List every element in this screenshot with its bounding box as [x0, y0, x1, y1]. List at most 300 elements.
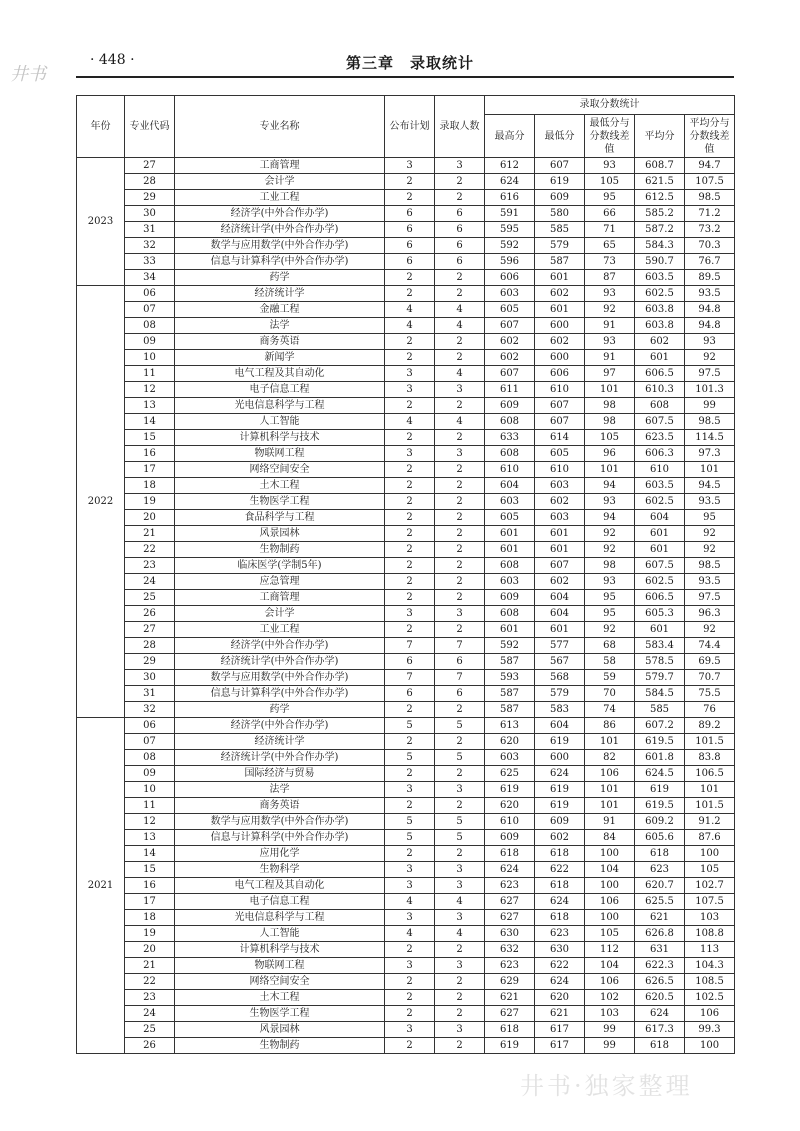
avg-diff-cell: 97.5: [685, 366, 735, 382]
major-name-cell: 光电信息科学与工程: [175, 398, 385, 414]
max-score-cell: 601: [485, 622, 535, 638]
table-row: [77, 574, 735, 590]
avg-score-cell: 601.8: [635, 750, 685, 766]
admitted-cell: 6: [435, 654, 485, 670]
table-row: [77, 622, 735, 638]
admitted-cell: 4: [435, 926, 485, 942]
plan-cell: 7: [385, 670, 435, 686]
admitted-cell: 5: [435, 830, 485, 846]
major-code-cell: 19: [125, 926, 175, 942]
min-diff-cell: 91: [585, 318, 635, 334]
min-score-cell: 618: [535, 878, 585, 894]
table-row: [77, 1006, 735, 1022]
min-diff-cell: 86: [585, 718, 635, 734]
major-name-cell: 物联网工程: [175, 446, 385, 462]
min-score-cell: 619: [535, 798, 585, 814]
major-name-cell: 会计学: [175, 606, 385, 622]
major-name-cell: 法学: [175, 318, 385, 334]
admitted-cell: 2: [435, 270, 485, 286]
max-score-cell: 592: [485, 238, 535, 254]
avg-diff-cell: 97.3: [685, 446, 735, 462]
plan-cell: 4: [385, 302, 435, 318]
header-min-diff: 最低分与分数线差值: [585, 115, 635, 158]
table-row: [77, 254, 735, 270]
major-code-cell: 06: [125, 718, 175, 734]
table-row: [77, 446, 735, 462]
min-score-cell: 610: [535, 462, 585, 478]
major-name-cell: 风景园林: [175, 1022, 385, 1038]
major-code-cell: 15: [125, 862, 175, 878]
admitted-cell: 3: [435, 446, 485, 462]
min-diff-cell: 94: [585, 478, 635, 494]
major-name-cell: 数学与应用数学(中外合作办学): [175, 670, 385, 686]
avg-diff-cell: 108.5: [685, 974, 735, 990]
plan-cell: 2: [385, 462, 435, 478]
avg-score-cell: 624: [635, 1006, 685, 1022]
avg-score-cell: 607.2: [635, 718, 685, 734]
plan-cell: 3: [385, 446, 435, 462]
admitted-cell: 3: [435, 606, 485, 622]
min-score-cell: 604: [535, 606, 585, 622]
admitted-cell: 4: [435, 414, 485, 430]
min-score-cell: 624: [535, 974, 585, 990]
table-row: [77, 334, 735, 350]
table-row: [77, 910, 735, 926]
major-code-cell: 12: [125, 814, 175, 830]
min-diff-cell: 58: [585, 654, 635, 670]
avg-score-cell: 603.8: [635, 302, 685, 318]
plan-cell: 2: [385, 766, 435, 782]
year-cell: 2023: [77, 158, 125, 286]
major-code-cell: 30: [125, 670, 175, 686]
min-score-cell: 601: [535, 622, 585, 638]
min-score-cell: 605: [535, 446, 585, 462]
avg-diff-cell: 113: [685, 942, 735, 958]
avg-diff-cell: 70.3: [685, 238, 735, 254]
avg-score-cell: 606.3: [635, 446, 685, 462]
major-code-cell: 11: [125, 798, 175, 814]
major-name-cell: 物联网工程: [175, 958, 385, 974]
major-code-cell: 24: [125, 1006, 175, 1022]
max-score-cell: 606: [485, 270, 535, 286]
min-diff-cell: 87: [585, 270, 635, 286]
max-score-cell: 611: [485, 382, 535, 398]
major-code-cell: 09: [125, 334, 175, 350]
major-code-cell: 31: [125, 222, 175, 238]
header-avg: 平均分: [635, 115, 685, 158]
avg-diff-cell: 92: [685, 542, 735, 558]
max-score-cell: 596: [485, 254, 535, 270]
major-name-cell: 电气工程及其自动化: [175, 878, 385, 894]
plan-cell: 6: [385, 222, 435, 238]
page-number: · 448 ·: [90, 52, 135, 68]
max-score-cell: 612: [485, 158, 535, 174]
min-diff-cell: 103: [585, 1006, 635, 1022]
max-score-cell: 587: [485, 654, 535, 670]
min-diff-cell: 105: [585, 926, 635, 942]
table-row: [77, 654, 735, 670]
min-diff-cell: 84: [585, 830, 635, 846]
header-plan: 公布计划: [385, 96, 435, 158]
major-code-cell: 08: [125, 750, 175, 766]
max-score-cell: 587: [485, 686, 535, 702]
min-diff-cell: 104: [585, 958, 635, 974]
table-row: [77, 862, 735, 878]
avg-diff-cell: 101.3: [685, 382, 735, 398]
avg-score-cell: 605.3: [635, 606, 685, 622]
plan-cell: 2: [385, 734, 435, 750]
major-code-cell: 13: [125, 398, 175, 414]
major-code-cell: 19: [125, 494, 175, 510]
admitted-cell: 3: [435, 878, 485, 894]
min-diff-cell: 73: [585, 254, 635, 270]
min-score-cell: 583: [535, 702, 585, 718]
avg-score-cell: 603.5: [635, 270, 685, 286]
major-name-cell: 信息与计算科学(中外合作办学): [175, 830, 385, 846]
avg-diff-cell: 73.2: [685, 222, 735, 238]
major-code-cell: 30: [125, 206, 175, 222]
avg-score-cell: 584.5: [635, 686, 685, 702]
avg-score-cell: 601: [635, 350, 685, 366]
avg-score-cell: 602.5: [635, 494, 685, 510]
avg-diff-cell: 95: [685, 510, 735, 526]
table-row: [77, 894, 735, 910]
min-diff-cell: 91: [585, 814, 635, 830]
admitted-cell: 4: [435, 894, 485, 910]
min-diff-cell: 70: [585, 686, 635, 702]
table-row: [77, 958, 735, 974]
avg-score-cell: 621: [635, 910, 685, 926]
plan-cell: 3: [385, 366, 435, 382]
major-name-cell: 生物医学工程: [175, 494, 385, 510]
admitted-cell: 2: [435, 174, 485, 190]
min-score-cell: 607: [535, 558, 585, 574]
admitted-cell: 2: [435, 510, 485, 526]
admitted-cell: 2: [435, 798, 485, 814]
min-score-cell: 568: [535, 670, 585, 686]
table-row: [77, 318, 735, 334]
min-diff-cell: 101: [585, 798, 635, 814]
avg-diff-cell: 98.5: [685, 558, 735, 574]
admitted-cell: 2: [435, 286, 485, 302]
major-name-cell: 数学与应用数学(中外合作办学): [175, 814, 385, 830]
major-name-cell: 风景园林: [175, 526, 385, 542]
table-row: [77, 814, 735, 830]
max-score-cell: 625: [485, 766, 535, 782]
avg-diff-cell: 87.6: [685, 830, 735, 846]
admitted-cell: 2: [435, 702, 485, 718]
major-name-cell: 工业工程: [175, 190, 385, 206]
plan-cell: 3: [385, 782, 435, 798]
major-name-cell: 药学: [175, 702, 385, 718]
min-score-cell: 617: [535, 1038, 585, 1054]
max-score-cell: 591: [485, 206, 535, 222]
min-diff-cell: 74: [585, 702, 635, 718]
plan-cell: 5: [385, 814, 435, 830]
avg-diff-cell: 89.2: [685, 718, 735, 734]
table-row: [77, 734, 735, 750]
min-diff-cell: 106: [585, 766, 635, 782]
admitted-cell: 4: [435, 366, 485, 382]
min-diff-cell: 93: [585, 158, 635, 174]
major-code-cell: 14: [125, 414, 175, 430]
max-score-cell: 602: [485, 350, 535, 366]
max-score-cell: 607: [485, 318, 535, 334]
major-name-cell: 新闻学: [175, 350, 385, 366]
admitted-cell: 3: [435, 862, 485, 878]
plan-cell: 2: [385, 478, 435, 494]
admitted-cell: 3: [435, 782, 485, 798]
avg-diff-cell: 74.4: [685, 638, 735, 654]
admitted-cell: 3: [435, 958, 485, 974]
min-diff-cell: 102: [585, 990, 635, 1006]
table-body: [77, 158, 735, 1054]
header-year: 年份: [77, 96, 125, 158]
plan-cell: 2: [385, 286, 435, 302]
min-diff-cell: 93: [585, 494, 635, 510]
avg-diff-cell: 96.3: [685, 606, 735, 622]
major-name-cell: 信息与计算科学(中外合作办学): [175, 686, 385, 702]
avg-diff-cell: 92: [685, 350, 735, 366]
avg-score-cell: 623.5: [635, 430, 685, 446]
max-score-cell: 624: [485, 174, 535, 190]
major-name-cell: 土木工程: [175, 990, 385, 1006]
avg-score-cell: 626.8: [635, 926, 685, 942]
max-score-cell: 604: [485, 478, 535, 494]
avg-score-cell: 610.3: [635, 382, 685, 398]
major-code-cell: 26: [125, 606, 175, 622]
admitted-cell: 2: [435, 398, 485, 414]
min-diff-cell: 93: [585, 286, 635, 302]
min-diff-cell: 101: [585, 734, 635, 750]
max-score-cell: 623: [485, 958, 535, 974]
major-name-cell: 生物制药: [175, 1038, 385, 1054]
header-avg-diff: 平均分与分数线差值: [685, 115, 735, 158]
max-score-cell: 627: [485, 1006, 535, 1022]
avg-diff-cell: 114.5: [685, 430, 735, 446]
avg-score-cell: 617.3: [635, 1022, 685, 1038]
min-score-cell: 602: [535, 494, 585, 510]
min-score-cell: 619: [535, 782, 585, 798]
max-score-cell: 595: [485, 222, 535, 238]
major-name-cell: 商务英语: [175, 334, 385, 350]
admitted-cell: 7: [435, 670, 485, 686]
year-cell: 2021: [77, 718, 125, 1054]
major-name-cell: 电子信息工程: [175, 894, 385, 910]
table-row: [77, 542, 735, 558]
avg-score-cell: 603.8: [635, 318, 685, 334]
max-score-cell: 620: [485, 734, 535, 750]
avg-score-cell: 587.2: [635, 222, 685, 238]
table-row: [77, 990, 735, 1006]
avg-score-cell: 608.7: [635, 158, 685, 174]
major-code-cell: 11: [125, 366, 175, 382]
min-diff-cell: 92: [585, 302, 635, 318]
major-code-cell: 17: [125, 894, 175, 910]
plan-cell: 6: [385, 654, 435, 670]
max-score-cell: 633: [485, 430, 535, 446]
admitted-cell: 3: [435, 158, 485, 174]
min-diff-cell: 59: [585, 670, 635, 686]
major-code-cell: 32: [125, 238, 175, 254]
min-diff-cell: 100: [585, 878, 635, 894]
avg-score-cell: 618: [635, 846, 685, 862]
admitted-cell: 2: [435, 494, 485, 510]
min-score-cell: 577: [535, 638, 585, 654]
max-score-cell: 609: [485, 590, 535, 606]
major-name-cell: 经济统计学: [175, 734, 385, 750]
major-code-cell: 34: [125, 270, 175, 286]
avg-score-cell: 610: [635, 462, 685, 478]
avg-diff-cell: 93.5: [685, 494, 735, 510]
avg-diff-cell: 76: [685, 702, 735, 718]
header-score-group: 录取分数统计: [485, 96, 735, 115]
min-score-cell: 621: [535, 1006, 585, 1022]
table-row: [77, 686, 735, 702]
plan-cell: 6: [385, 686, 435, 702]
avg-diff-cell: 106.5: [685, 766, 735, 782]
plan-cell: 2: [385, 702, 435, 718]
table-row: [77, 670, 735, 686]
plan-cell: 2: [385, 974, 435, 990]
max-score-cell: 587: [485, 702, 535, 718]
major-code-cell: 28: [125, 638, 175, 654]
major-code-cell: 26: [125, 1038, 175, 1054]
major-name-cell: 临床医学(学制5年): [175, 558, 385, 574]
plan-cell: 2: [385, 334, 435, 350]
min-score-cell: 579: [535, 238, 585, 254]
max-score-cell: 593: [485, 670, 535, 686]
min-score-cell: 619: [535, 734, 585, 750]
avg-diff-cell: 101.5: [685, 734, 735, 750]
avg-score-cell: 579.7: [635, 670, 685, 686]
min-score-cell: 602: [535, 286, 585, 302]
table-row: [77, 190, 735, 206]
plan-cell: 2: [385, 942, 435, 958]
min-diff-cell: 98: [585, 414, 635, 430]
admitted-cell: 2: [435, 526, 485, 542]
min-diff-cell: 112: [585, 942, 635, 958]
admitted-cell: 2: [435, 622, 485, 638]
table-row: [77, 942, 735, 958]
min-score-cell: 600: [535, 750, 585, 766]
table-row: [77, 878, 735, 894]
plan-cell: 2: [385, 990, 435, 1006]
avg-diff-cell: 107.5: [685, 894, 735, 910]
major-code-cell: 21: [125, 526, 175, 542]
plan-cell: 3: [385, 1022, 435, 1038]
admitted-cell: 2: [435, 350, 485, 366]
min-diff-cell: 95: [585, 190, 635, 206]
table-row: [77, 526, 735, 542]
avg-diff-cell: 98.5: [685, 190, 735, 206]
major-code-cell: 14: [125, 846, 175, 862]
min-score-cell: 609: [535, 190, 585, 206]
plan-cell: 4: [385, 926, 435, 942]
min-diff-cell: 101: [585, 782, 635, 798]
avg-score-cell: 604: [635, 510, 685, 526]
major-code-cell: 22: [125, 974, 175, 990]
min-score-cell: 603: [535, 510, 585, 526]
plan-cell: 4: [385, 414, 435, 430]
admitted-cell: 6: [435, 238, 485, 254]
major-code-cell: 22: [125, 542, 175, 558]
admitted-cell: 2: [435, 478, 485, 494]
table-row: [77, 1022, 735, 1038]
major-code-cell: 06: [125, 286, 175, 302]
min-diff-cell: 94: [585, 510, 635, 526]
avg-diff-cell: 93: [685, 334, 735, 350]
admitted-cell: 6: [435, 222, 485, 238]
max-score-cell: 632: [485, 942, 535, 958]
avg-score-cell: 623: [635, 862, 685, 878]
max-score-cell: 629: [485, 974, 535, 990]
table-row: [77, 846, 735, 862]
min-diff-cell: 106: [585, 894, 635, 910]
table-row: [77, 174, 735, 190]
major-name-cell: 生物科学: [175, 862, 385, 878]
max-score-cell: 616: [485, 190, 535, 206]
table-header: [77, 96, 735, 158]
major-name-cell: 商务英语: [175, 798, 385, 814]
major-code-cell: 23: [125, 990, 175, 1006]
table-row: [77, 302, 735, 318]
avg-diff-cell: 99: [685, 398, 735, 414]
table-row: [77, 270, 735, 286]
min-diff-cell: 82: [585, 750, 635, 766]
major-name-cell: 工商管理: [175, 158, 385, 174]
min-diff-cell: 65: [585, 238, 635, 254]
avg-diff-cell: 75.5: [685, 686, 735, 702]
min-score-cell: 600: [535, 318, 585, 334]
min-score-cell: 630: [535, 942, 585, 958]
header-admitted: 录取人数: [435, 96, 485, 158]
avg-diff-cell: 102.5: [685, 990, 735, 1006]
header-max: 最高分: [485, 115, 535, 158]
max-score-cell: 603: [485, 750, 535, 766]
table-row: [77, 350, 735, 366]
avg-diff-cell: 71.2: [685, 206, 735, 222]
major-name-cell: 经济统计学: [175, 286, 385, 302]
max-score-cell: 608: [485, 606, 535, 622]
max-score-cell: 609: [485, 830, 535, 846]
avg-score-cell: 607.5: [635, 558, 685, 574]
major-name-cell: 经济学(中外合作办学): [175, 206, 385, 222]
avg-score-cell: 590.7: [635, 254, 685, 270]
admitted-cell: 2: [435, 430, 485, 446]
avg-diff-cell: 70.7: [685, 670, 735, 686]
min-diff-cell: 99: [585, 1038, 635, 1054]
avg-score-cell: 612.5: [635, 190, 685, 206]
min-diff-cell: 106: [585, 974, 635, 990]
avg-diff-cell: 101: [685, 782, 735, 798]
major-name-cell: 生物制药: [175, 542, 385, 558]
min-score-cell: 607: [535, 158, 585, 174]
table-row: [77, 606, 735, 622]
avg-diff-cell: 94.8: [685, 318, 735, 334]
avg-score-cell: 605.6: [635, 830, 685, 846]
major-code-cell: 25: [125, 590, 175, 606]
admitted-cell: 2: [435, 334, 485, 350]
plan-cell: 2: [385, 494, 435, 510]
admitted-cell: 5: [435, 750, 485, 766]
avg-diff-cell: 92: [685, 622, 735, 638]
admitted-cell: 5: [435, 718, 485, 734]
admitted-cell: 2: [435, 462, 485, 478]
major-name-cell: 会计学: [175, 174, 385, 190]
major-name-cell: 金融工程: [175, 302, 385, 318]
table-row: [77, 798, 735, 814]
